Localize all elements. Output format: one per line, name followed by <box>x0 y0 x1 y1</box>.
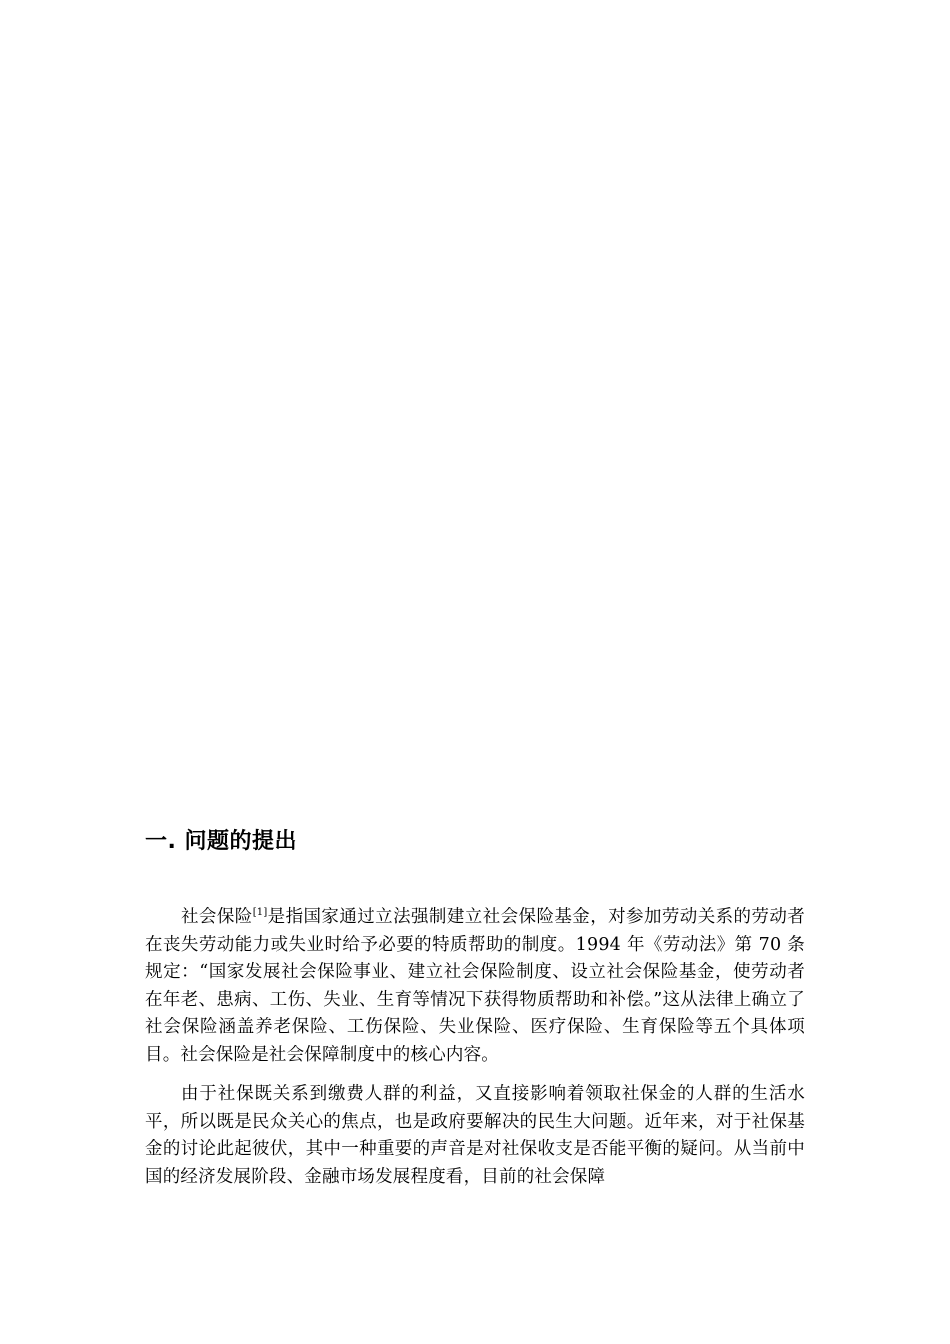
paragraph-1-lead: 社会保险 <box>181 907 253 927</box>
footnote-ref[interactable]: [1] <box>252 907 268 919</box>
paragraph-1-text: 是指国家通过立法强制建立社会保险基金，对参加劳动关系的劳动者在丧失劳动能力或失业时给予必要的特质帮助的制度。1994 年《劳动法》第 70 条规定：“国家发展社会保险事业、建立社会保险制度、设立社会保险基金，使劳动者在年老、患病、工伤、失业、生育等情况下获得物质帮助和补偿。”这从法律上确立了社会保险涵盖养老保险、工伤保险、失业保险、医疗保险、生育保险等五个具体项目。社会保险是社会保障制度中的核心内容。 <box>145 907 805 1065</box>
paragraph-2-text: 由于社保既关系到缴费人群的利益，又直接影响着领取社保金的人群的生活水平，所以既是民众关心的焦点，也是政府要解决的民生大问题。近年来，对于社保基金的讨论此起彼伏，其中一种重要的声音是对社保收支是否能平衡的疑问。从当前中国的经济发展阶段、金融市场发展程度看，目前的社会保障 <box>145 1084 805 1187</box>
paragraph-1 <box>145 904 805 1069</box>
body-text <box>145 904 805 1203</box>
section-heading: 一. 问题的提出 <box>145 829 298 854</box>
paragraph-2 <box>145 1081 805 1191</box>
